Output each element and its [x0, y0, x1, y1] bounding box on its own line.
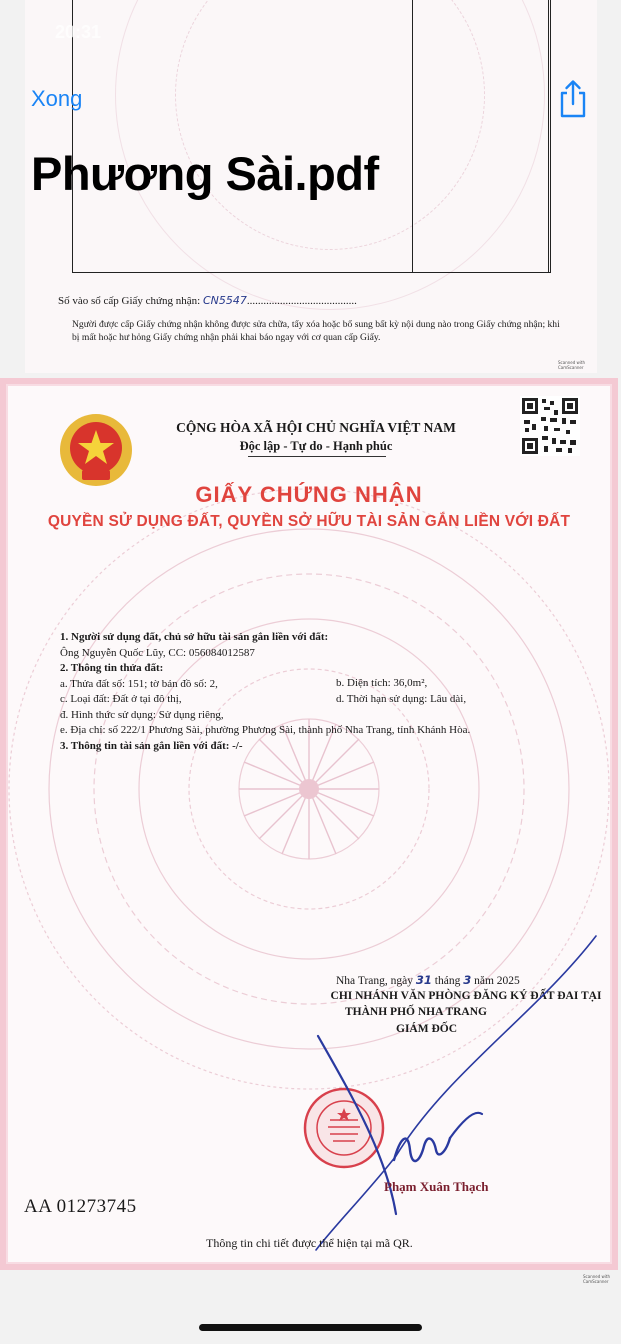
certificate-details — [60, 630, 470, 754]
scanner-mark: Scanned with CamScanner — [558, 360, 586, 370]
land-type: c. Loại đất: Đất ở tại đô thị, — [60, 693, 182, 705]
certificate-serial: AA 01273745 — [24, 1196, 137, 1217]
share-button[interactable] — [556, 79, 590, 119]
issue-date — [336, 973, 520, 987]
date-prefix: Nha Trang, ngày — [336, 975, 413, 987]
parcel-number: a. Thửa đất số: 151; tờ bản đồ số: 2, — [60, 677, 218, 690]
issuing-office-line1: CHI NHÁNH VĂN PHÒNG ĐĂNG KÝ ĐẤT ĐAI TẠI — [330, 990, 602, 1002]
certificate-subtitle: QUYỀN SỬ DỤNG ĐẤT, QUYỀN SỞ HỮU TÀI SẢN GẮN LIỀN VỚI ĐẤT — [47, 513, 571, 530]
owner-info: Ông Nguyễn Quốc Lũy, CC: 056084012587 — [60, 646, 255, 659]
qr-note: Thông tin chi tiết được thể hiện tại mã QR. — [206, 1236, 413, 1250]
signer-name: Phạm Xuân Thạch — [384, 1179, 489, 1194]
pdf-page-2 — [0, 378, 618, 1270]
file-title: Phương Sài.pdf — [31, 147, 379, 200]
registry-label: Số vào sổ cấp Giấy chứng nhận: — [58, 295, 201, 307]
official-seal — [302, 1086, 386, 1170]
usage-term: d. Thời hạn sử dụng: Lâu dài, — [336, 693, 467, 705]
section-1-heading: 1. Người sử dụng đất, chủ sở hữu tài sản gắn liền với đất: — [60, 631, 329, 643]
registry-dots: ........................................ — [246, 295, 357, 307]
land-address: e. Địa chỉ: số 222/1 Phương Sài, phường Phương Sài, thành phố Nha Trang, tỉnh Khánh Hòa. — [60, 724, 471, 736]
section-2-heading: 2. Thông tin thửa đất: — [60, 662, 164, 674]
certificate-title: GIẤY CHỨNG NHẬN — [195, 482, 423, 507]
share-icon — [556, 79, 590, 119]
signer-role: GIÁM ĐỐC — [396, 1023, 458, 1035]
motto-underline — [248, 456, 386, 457]
done-button[interactable]: Xong — [31, 86, 83, 111]
registry-value: CN5547 — [202, 294, 247, 307]
republic-header: CỘNG HÒA XÃ HỘI CHỦ NGHĨA VIỆT NAM — [176, 420, 456, 435]
usage-form: đ. Hình thức sử dụng: Sử dụng riêng, — [60, 708, 224, 721]
date-month: 3 — [463, 973, 472, 987]
section-3-heading: 3. Thông tin tài sản gắn liền với đất: -/- — [60, 739, 243, 752]
land-area: b. Diện tích: 36,0m², — [336, 677, 428, 689]
scanner-mark: Scanned with CamScanner — [583, 1274, 611, 1284]
qr-code[interactable] — [520, 396, 580, 456]
date-year: năm 2025 — [474, 975, 520, 987]
page1-notice: Người được cấp Giấy chứng nhận không được sửa chữa, tẩy xóa hoặc bổ sung bất kỳ nội dung nào trong Giấy chứng nhận; khi bị mất hoặc hư hỏng Giấy chứng nhận phải khai báo ngay với cơ quan cấp Giấy. — [72, 319, 560, 343]
status-bar — [0, 0, 621, 60]
status-time: 20:31 — [55, 22, 102, 42]
home-indicator[interactable] — [199, 1324, 422, 1331]
issuing-office-line2: THÀNH PHỐ NHA TRANG — [345, 1006, 487, 1018]
national-motto: Độc lập - Tự do - Hạnh phúc — [239, 439, 393, 453]
date-month-label: tháng — [434, 975, 461, 987]
registry-number — [58, 294, 357, 307]
date-day: 31 — [415, 973, 432, 987]
national-emblem-icon — [56, 410, 136, 490]
